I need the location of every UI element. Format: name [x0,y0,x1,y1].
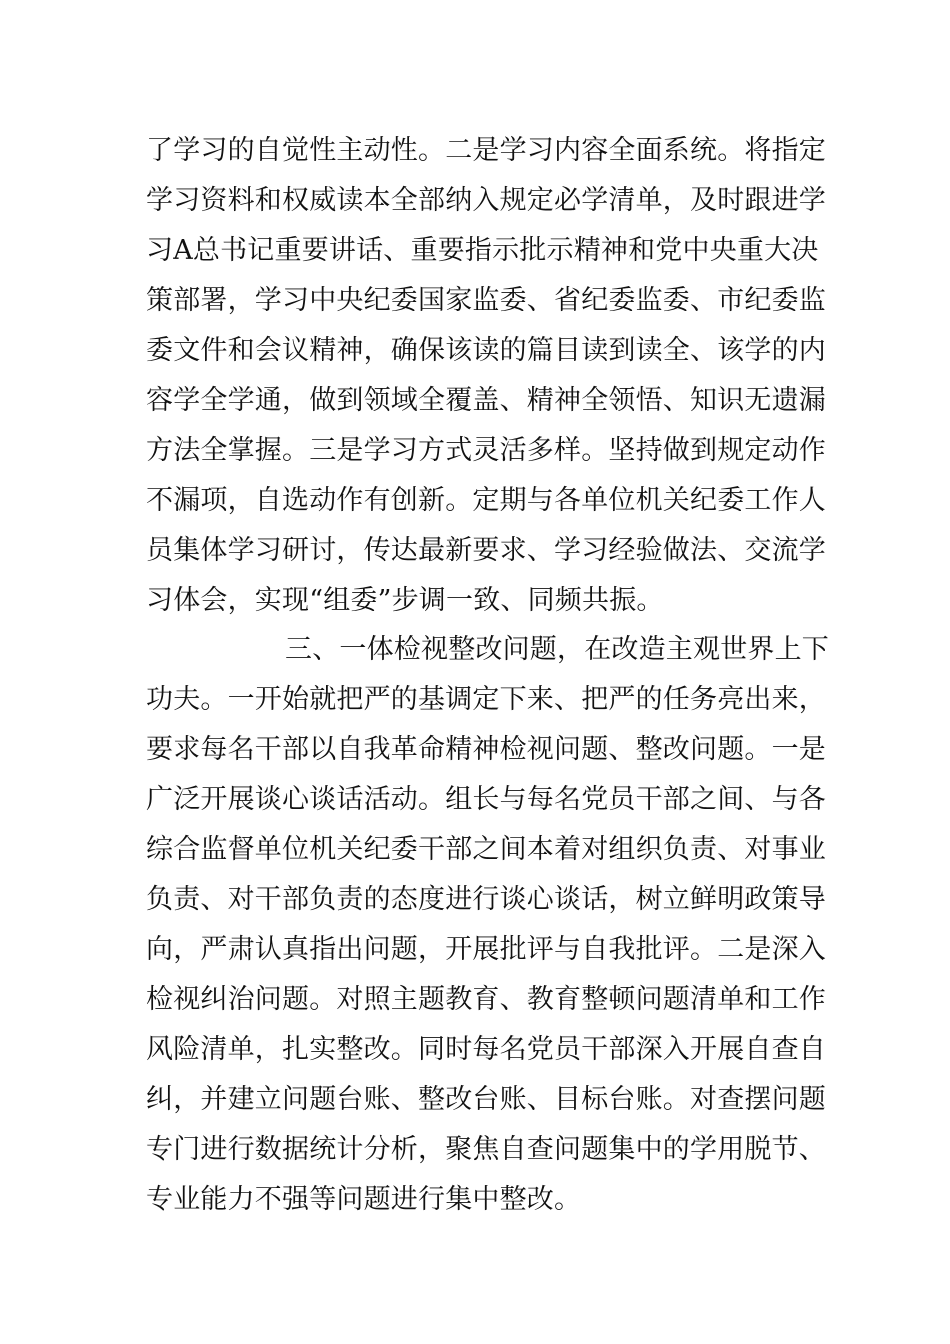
text-line: 广泛开展谈心谈话活动。组长与每名党员干部之间、与各 [146,784,826,815]
text-line: 向，严肃认真指出问题，开展批评与自我批评。二是深入 [146,934,826,965]
text-line: 了学习的自觉性主动性。二是学习内容全面系统。将指定 [146,135,826,166]
text-line: 专门进行数据统计分析，聚焦自查问题集中的学用脱节、 [146,1134,826,1165]
text-line: 功夫。一开始就把严的基调定下来、把严的任务亮出来， [146,684,826,715]
text-line: 学习资料和权威读本全部纳入规定必学清单，及时跟进学 [146,185,826,216]
text-line: 专业能力不强等问题进行集中整改。 [146,1184,582,1215]
text-line: 负责、对干部负责的态度进行谈心谈话，树立鲜明政策导 [146,884,826,915]
text-line: 容学全学通，做到领域全覆盖、精神全领悟、知识无遗漏 [146,385,826,416]
text-line: 委文件和会议精神，确保该读的篇目读到读全、该学的内 [146,335,826,366]
text-line: 习体会，实现“组委”步调一致、同频共振。 [146,585,664,616]
text-line: 习A总书记重要讲话、重要指示批示精神和党中央重大决 [146,235,819,266]
paragraph-section-three [146,625,829,1225]
text-line: 员集体学习研讨，传达最新要求、学习经验做法、交流学 [146,535,826,566]
section-heading-line: 三、一体检视整改问题，在改造主观世界上下 [285,634,829,665]
text-line: 策部署，学习中央纪委国家监委、省纪委监委、市纪委监 [146,285,826,316]
text-line: 纠，并建立问题台账、整改台账、目标台账。对查摆问题 [146,1084,826,1115]
text-line: 风险清单，扎实整改。同时每名党员干部深入开展自查自 [146,1034,826,1065]
text-line: 方法全掌握。三是学习方式灵活多样。坚持做到规定动作 [146,435,826,466]
text-line: 综合监督单位机关纪委干部之间本着对组织负责、对事业 [146,834,826,865]
paragraph-study-content [146,126,826,626]
text-line: 不漏项，自选动作有创新。定期与各单位机关纪委工作人 [146,485,826,516]
text-line: 检视纠治问题。对照主题教育、教育整顿问题清单和工作 [146,984,826,1015]
text-line: 要求每名干部以自我革命精神检视问题、整改问题。一是 [146,734,826,765]
